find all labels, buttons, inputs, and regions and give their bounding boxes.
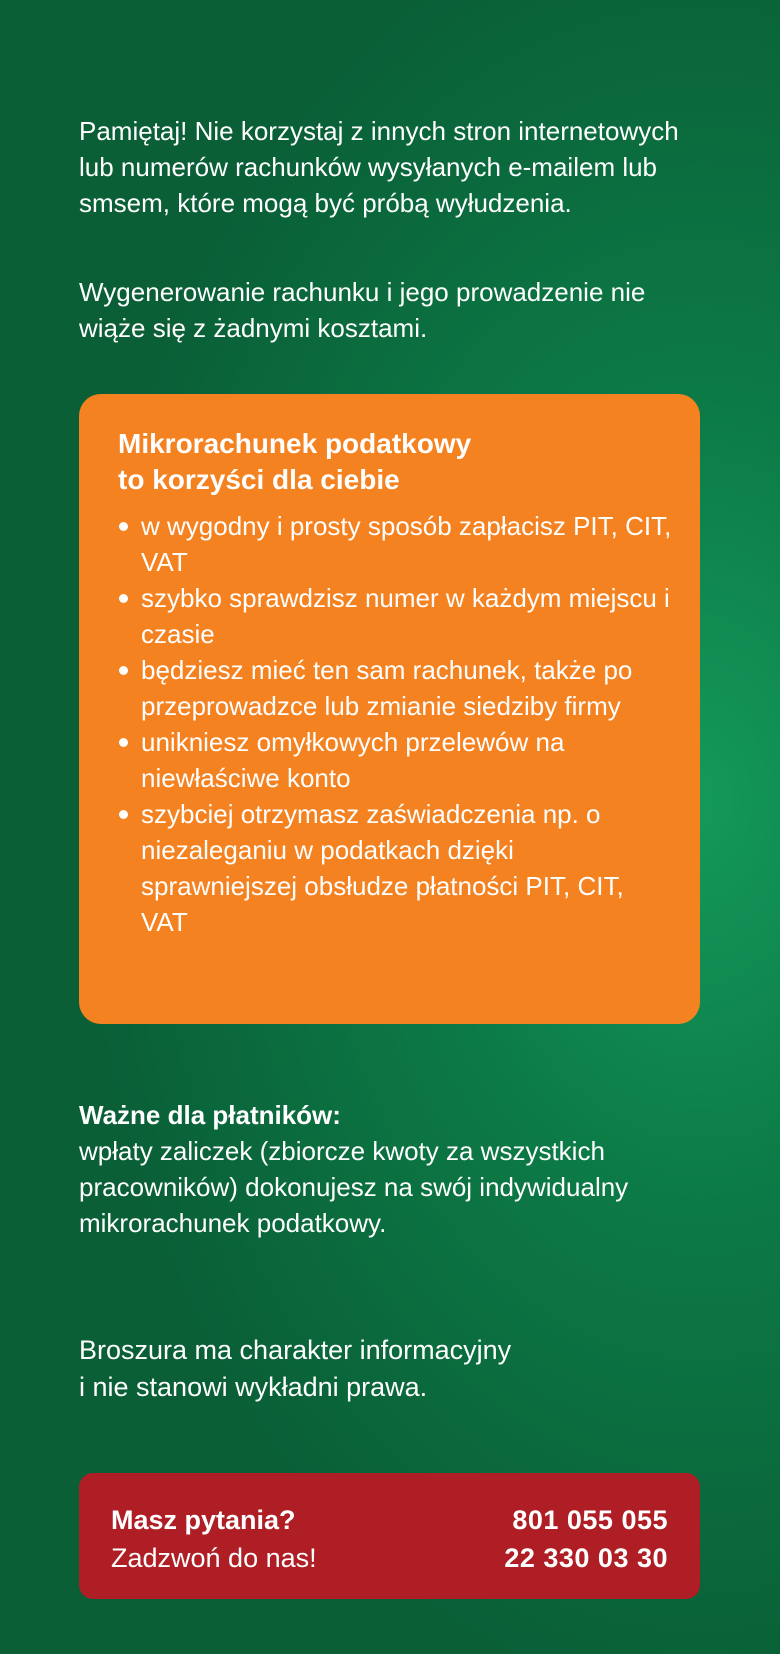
benefit-item: [118, 796, 676, 940]
contact-box: [79, 1473, 700, 1599]
benefits-title-line2: to korzyści dla ciebie: [118, 464, 400, 495]
benefit-item: [118, 652, 676, 724]
payers-text: wpłaty zaliczek (zbiorcze kwoty za wszystkich pracowników) dokonujesz na swój indywidualny mikrorachunek podatkowy.: [79, 1136, 629, 1238]
contact-call-text: Zadzwoń do nas!: [111, 1543, 317, 1573]
no-cost-text: Wygenerowanie rachunku i jego prowadzenie nie wiąże się z żadnymi kosztami.: [79, 277, 646, 343]
disclaimer: [79, 1332, 719, 1406]
bullet-icon: [119, 810, 128, 819]
benefit-item: [118, 580, 676, 652]
phone-number-2[interactable]: 22 330 03 30: [504, 1543, 668, 1573]
phone-number-1[interactable]: 801 055 055: [512, 1505, 668, 1535]
benefit-item-text: szybciej otrzymasz zaświadczenia np. o niezaleganiu w podatkach dzięki sprawniejszej obsłudze płatności PIT, CIT, VAT: [141, 799, 624, 937]
payers-note: [79, 1097, 719, 1241]
benefit-item-text: szybko sprawdzisz numer w każdym miejscu i czasie: [141, 583, 670, 649]
contact-question: Masz pytania?: [111, 1505, 296, 1535]
contact-phones: [504, 1501, 668, 1599]
contact-prompt: [111, 1501, 317, 1599]
remember-warning-text: Pamiętaj! Nie korzystaj z innych stron internetowych lub numerów rachunków wysyłanych e-mailem lub smsem, które mogą być próbą wyłudzenia.: [79, 116, 679, 218]
disclaimer-line2: i nie stanowi wykładni prawa.: [79, 1372, 428, 1402]
bullet-icon: [119, 594, 128, 603]
benefit-item: [118, 724, 676, 796]
benefit-item: [118, 508, 676, 580]
benefits-box: [79, 394, 700, 1024]
benefit-item-text: unikniesz omyłkowych przelewów na niewłaściwe konto: [141, 727, 565, 793]
benefits-title: [118, 426, 670, 498]
bullet-icon: [119, 666, 128, 675]
benefit-item-text: w wygodny i prosty sposób zapłacisz PIT, CIT, VAT: [141, 511, 672, 577]
benefit-item-text: będziesz mieć ten sam rachunek, także po przeprowadzce lub zmianie siedziby firmy: [141, 655, 633, 721]
bullet-icon: [119, 738, 128, 747]
benefits-list: [118, 508, 670, 940]
benefits-title-line1: Mikrorachunek podatkowy: [118, 428, 472, 459]
bullet-icon: [119, 522, 128, 531]
disclaimer-line1: Broszura ma charakter informacyjny: [79, 1335, 512, 1365]
payers-title: Ważne dla płatników:: [79, 1100, 341, 1130]
